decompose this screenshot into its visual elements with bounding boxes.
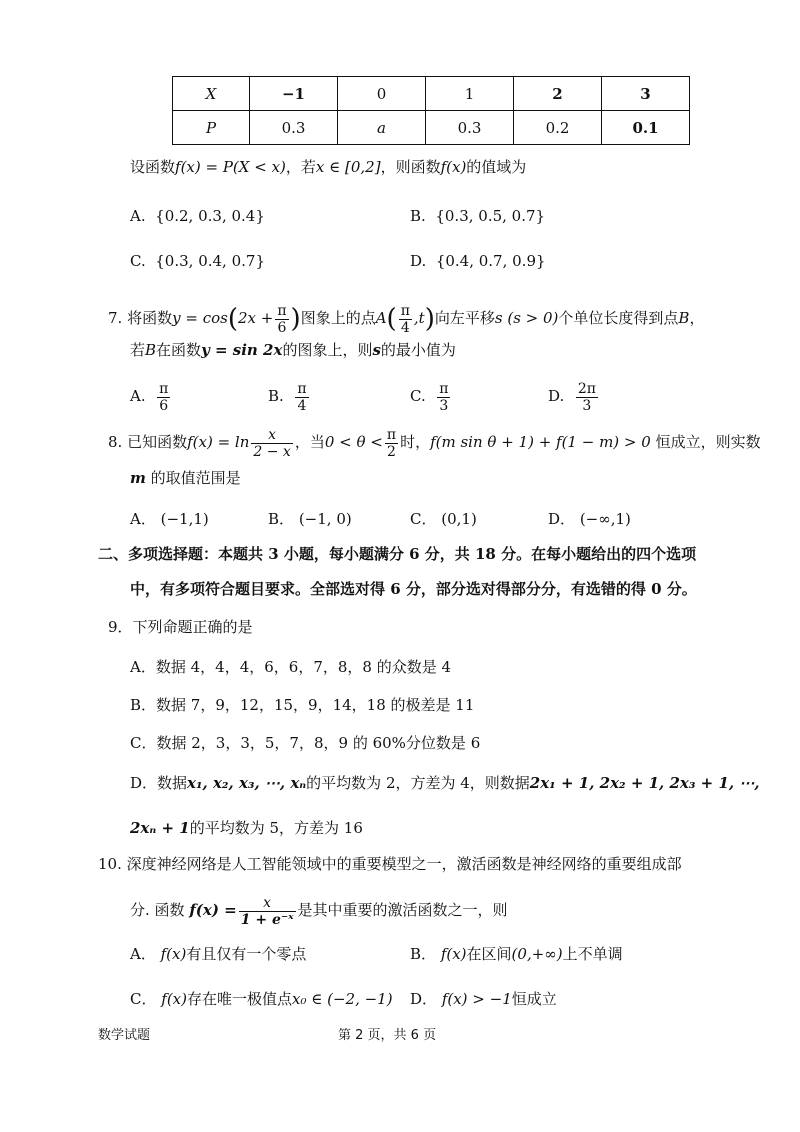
q7-stem-line2: [130, 339, 456, 361]
q7-text: 若: [130, 341, 146, 359]
q8-option-b: B． (−1, 0): [268, 510, 352, 528]
q9-option-a: A．数据 4，4，4，6，6，7，8，8 的众数是 4: [130, 658, 452, 676]
q8-text: 恒成立，则实数: [655, 433, 761, 451]
q7-text: 图象上的点: [300, 309, 376, 327]
q6-option-b: B. {0.3, 0.5, 0.7}: [410, 207, 546, 225]
section-heading-line2: 中，有多项符合题目要求。全部选对得 6 分，部分选对得部分分，有选错的得 0 分。: [130, 580, 697, 598]
q7-coord: ,t: [413, 309, 425, 327]
q7-text: 在函数: [156, 341, 202, 359]
q8-text: 已知函数: [127, 433, 188, 451]
q6-function: f(x): [440, 158, 467, 176]
q10-option-a: A． f(x)有且仅有一个零点: [130, 945, 307, 963]
q7-fraction: $\frac{\pi}{6}$: [277, 302, 287, 336]
q9-text: 的平均数为 5，方差为 16: [189, 819, 363, 837]
section-heading: 二、多项选择题：本题共 3 小题，每小题满分 6 分，共 18 分。在每小题给出的四个选项: [98, 545, 697, 563]
q8-theta-range: 0 < θ <: [324, 433, 383, 451]
table-row-header: P: [173, 111, 250, 145]
q7-option-d: D. $\frac{2\pi}{3}$: [548, 380, 596, 414]
q6-stem-text: 的值域为: [466, 158, 527, 176]
table-cell: 0.2: [514, 111, 602, 145]
q6-option-c: C. {0.3, 0.4, 0.7}: [130, 252, 265, 270]
q8-function: f(x) = ln: [187, 433, 250, 451]
q7-text: 个单位长度得到点: [558, 309, 679, 327]
q7-text: 向左平移: [434, 309, 495, 327]
q10-option-c: C． f(x)存在唯一极值点x₀ ∈ (−2, −1): [130, 990, 393, 1008]
table-cell: 1: [426, 77, 514, 111]
table-row-header: X: [173, 77, 250, 111]
q8-text: ，当: [294, 433, 325, 451]
q9-option-c: C．数据 2，3，3，5，7，8，9 的 60%分位数是 6: [130, 734, 481, 752]
paren-close: ): [424, 304, 435, 334]
q8-text: 的取值范围是: [150, 469, 241, 487]
q8-fraction: $\frac{\pi}{2}$: [386, 426, 397, 460]
q8-option-d: D． (−∞,1): [548, 510, 631, 528]
q6-function-def: f(x) = P(X < x): [175, 158, 286, 176]
q7-text: 的最小值为: [380, 341, 456, 359]
q7-fraction: $\frac{\pi}{4}$: [400, 302, 410, 336]
q10-stem: [98, 853, 682, 875]
table-row: [173, 77, 690, 111]
q7-number: 7.: [108, 309, 123, 327]
q8-stem: [108, 422, 761, 462]
q7-text: 的图象上，则: [282, 341, 373, 359]
q8-text: 时，: [400, 433, 431, 451]
q9-option-b: B．数据 7，9，12，15，9，14，18 的极差是 11: [130, 696, 475, 714]
q7-function-sin: y = sin 2x: [201, 341, 283, 359]
q9-option-d: [130, 772, 760, 794]
q8-option-a: A． (−1,1): [130, 510, 209, 528]
q8-var-m: m: [130, 469, 146, 487]
q6-domain: x ∈ [0,2]: [315, 158, 381, 176]
q10-function: f(x) =: [189, 901, 237, 919]
q7-option-c: C. $\frac{\pi}{3}$: [410, 380, 449, 414]
q6-option-a: A. {0.2, 0.3, 0.4}: [130, 207, 265, 225]
q9-transformed-set: 2x₁ + 1, 2x₂ + 1, 2x₃ + 1, ⋯,: [529, 774, 760, 792]
q9-data-set: x₁, x₂, x₃, ⋯, xₙ: [187, 774, 307, 792]
q7-arg: 2x +: [237, 309, 274, 327]
q10-text: 分. 函数: [130, 901, 185, 919]
q6-stem-text: ，若: [285, 158, 316, 176]
paren-open: (: [227, 304, 238, 334]
q8-inequality: f(m sin θ + 1) + f(1 − m) > 0: [430, 433, 651, 451]
q9-option-d-line2: [130, 817, 363, 839]
q9-text: 的平均数为 2，方差为 4，则数据: [306, 774, 530, 792]
q10-number: 10.: [98, 855, 122, 873]
footer-subject: 数学试题: [98, 1028, 151, 1043]
paren-close: ): [290, 304, 301, 334]
table-cell: −1: [250, 77, 338, 111]
q7-point-a: A: [375, 309, 387, 327]
q6-stem-text: ，则函数: [380, 158, 441, 176]
table-cell: 0.1: [602, 111, 690, 145]
table-cell: 0: [338, 77, 426, 111]
q6-option-d: D. {0.4, 0.7, 0.9}: [410, 252, 546, 270]
q7-shift: s (s > 0): [494, 309, 559, 327]
q10-option-b: B． f(x)在区间(0,+∞)上不单调: [410, 945, 623, 963]
q10-text: 深度神经网络是人工智能领域中的重要模型之一，激活函数是神经网络的重要组成部: [126, 855, 682, 873]
table-cell: 0.3: [250, 111, 338, 145]
q10-stem-line2: [130, 890, 508, 930]
q10-option-d: D． f(x) > −1恒成立: [410, 990, 557, 1008]
q7-var-s: s: [372, 341, 381, 359]
table-cell: a: [338, 111, 426, 145]
table-cell: 3: [602, 77, 690, 111]
q9-transformed-last: 2xₙ + 1: [130, 819, 190, 837]
q6-stem: [130, 156, 526, 178]
q7-stem: [108, 298, 704, 338]
table-row: [173, 111, 690, 145]
q9-text: D．数据: [130, 774, 188, 792]
q7-text: ，: [689, 309, 705, 327]
q10-fraction: $\frac{x}{\text{1 + e⁻ˣ}}$: [240, 894, 294, 928]
table-cell: 0.3: [426, 111, 514, 145]
q8-stem-line2: [130, 467, 241, 489]
q7-point-b: B: [145, 341, 157, 359]
q6-stem-text: 设函数: [130, 158, 176, 176]
q7-point-b: B: [678, 309, 690, 327]
q7-function: y = cos: [172, 309, 228, 327]
q7-text: 将函数: [127, 309, 173, 327]
q8-fraction: $\frac{x}{2 - x}$: [253, 426, 291, 460]
footer-page-number: 第 2 页，共 6 页: [338, 1028, 437, 1043]
q8-number: 8.: [108, 433, 123, 451]
q9-stem: 9．下列命题正确的是: [108, 618, 253, 636]
q7-option-a: A. $\frac{\pi}{6}$: [130, 380, 169, 414]
paren-open: (: [386, 304, 397, 334]
q10-text: 是其中重要的激活函数之一，则: [297, 901, 508, 919]
q8-option-c: C． (0,1): [410, 510, 477, 528]
distribution-table: [172, 76, 690, 145]
q7-option-b: B. $\frac{\pi}{4}$: [268, 380, 307, 414]
table-cell: 2: [514, 77, 602, 111]
